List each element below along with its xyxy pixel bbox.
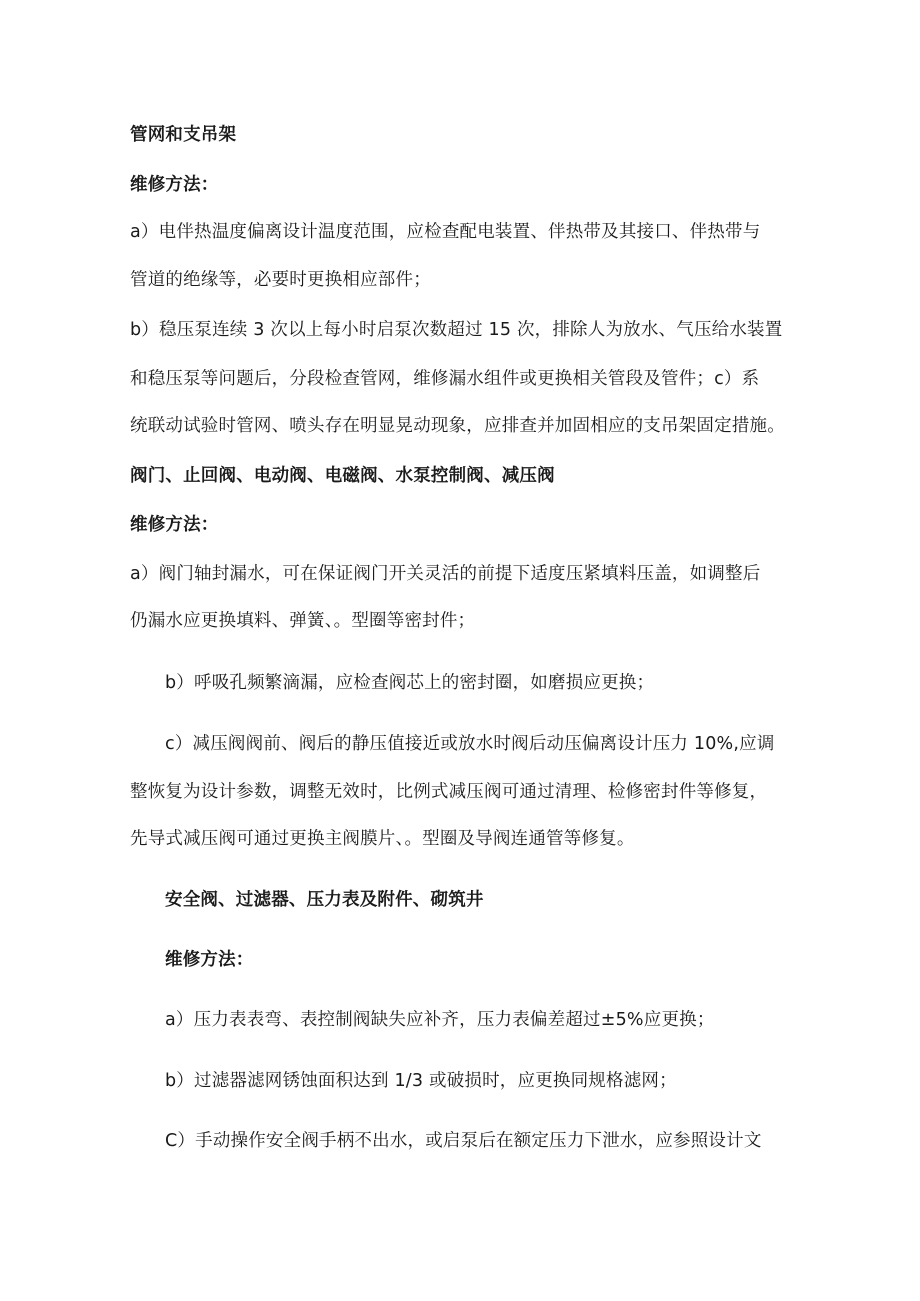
section3-item-a-line1: a）压力表表弯、表控制阀缺失应补齐，压力表偏差超过±5%应更换； <box>165 1010 715 1030</box>
section3-item-b-line1: b）过滤器滤网锈蚀面积达到 1/3 或破损时，应更换同规格滤网； <box>165 1071 677 1091</box>
section2-heading: 阀门、止回阀、电动阀、电磁阀、水泵控制阀、减压阀 <box>130 466 555 486</box>
section1-heading: 管网和支吊架 <box>130 125 237 145</box>
section2-item-c-line2: 整恢复为设计参数，调整无效时，比例式减压阀可通过清理、检修密封件等修复， <box>130 782 768 802</box>
section2-item-a-line1: a）阀门轴封漏水，可在保证阀门开关灵活的前提下适度压紧填料压盖，如调整后 <box>130 564 761 584</box>
section2-item-c-line3: 先导式减压阀可通过更换主阀膜片、。型圈及导阀连通管等修复。 <box>130 829 635 849</box>
section3-heading: 安全阀、过滤器、压力表及附件、砌筑井 <box>165 890 484 910</box>
section2-item-a-line2: 仍漏水应更换填料、弹簧、。型圈等密封件； <box>130 611 476 631</box>
section1-item-b-line3: 统联动试验时管网、喷头存在明显晃动现象，应排查并加固相应的支吊架固定措施。 <box>130 416 785 436</box>
section1-item-b-line1: b）稳压泵连续 3 次以上每小时启泵次数超过 15 次，排除人为放水、气压给水装置 <box>130 320 783 340</box>
section3-item-c-line1: C）手动操作安全阀手柄不出水，或启泵后在额定压力下泄水，应参照设计文 <box>165 1131 762 1151</box>
section1-method-label: 维修方法： <box>130 175 219 195</box>
section3-method-label: 维修方法： <box>165 950 254 970</box>
section1-item-a-line2: 管道的绝缘等，必要时更换相应部件； <box>130 270 431 290</box>
section1-item-b-line2: 和稳压泵等问题后，分段检查管网，维修漏水组件或更换相关管段及管件；c）系 <box>130 369 760 389</box>
section2-item-c-line1: c）减压阀阀前、阀后的静压值接近或放水时阀后动压偏离设计压力 10%,应调 <box>165 734 775 754</box>
section1-item-a-line1: a）电伴热温度偏离设计温度范围，应检查配电装置、伴热带及其接口、伴热带与 <box>130 222 761 242</box>
section2-method-label: 维修方法： <box>130 515 219 535</box>
section2-item-b-line1: b）呼吸孔频繁滴漏，应检查阀芯上的密封圈，如磨损应更换； <box>165 673 655 693</box>
